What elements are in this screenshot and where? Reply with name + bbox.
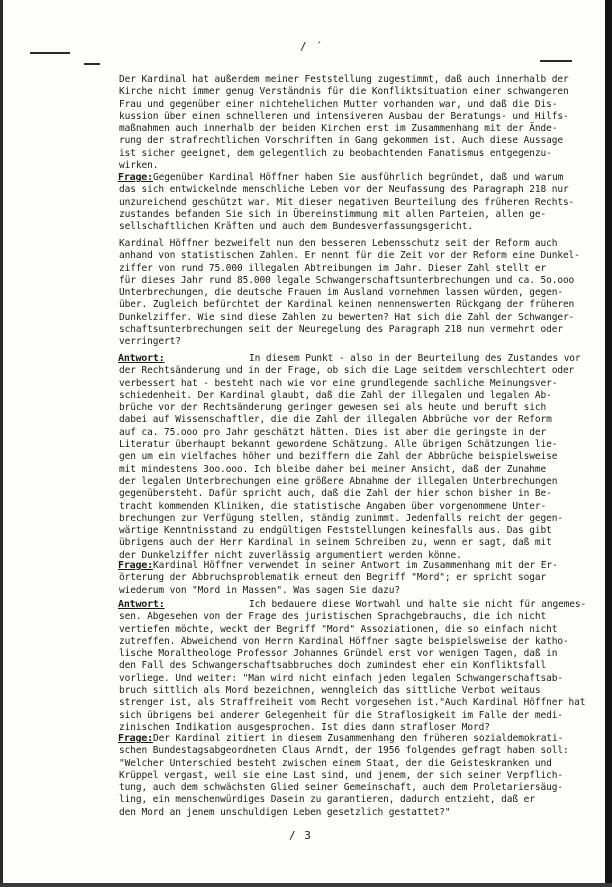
answer-label: Antwort:	[118, 599, 165, 610]
answer-text: Ich bedauere diese Wortwahl und halte sie nicht für angemes- sen. Abgesehen von der Frage des juristischen Sprachgebrauchs, die ich nicht vertiefen möchte, weckt der Begriff "Mord" Assoziationen, die so einfach nicht zutreffen. Abweichend von Herrn Kardinal Höffner sagte beispielsweise der katho- lische Moraltheologe Professor Johannes Gründel erst vor wenigen Tagen, daß in den Fall des Schwangerschaftsabbruches doch zumindest eher ein Konfliktsfall vorliege. Und weiter: "Man wird nicht einfach jeden legalen Schwangerschaftsab- bruch sittlich als Mord bezeichnen, wenngleich das sittliche Verbot weitaus strenger ist, als Straffreiheit vom Recht vorgesehen ist."Auch Kardinal Höffner hat sich übrigens bei anderer Gelegenheit für die Straflosigkeit im Falle der medi- zinischen Indikation ausgesprochen. Ist dies dann strafloser Mord?	[119, 599, 587, 733]
paragraph-intro: Der Kardinal hat außerdem meiner Feststellung zugestimmt, daß auch innerhalb der Kirche nicht immer genug Verständnis für die Konfliktsituation einer schwangeren Frau und gegenüber einer nichtehelichen Mutter vorhanden war, und daß die Dis- kussion über einen schnelleren und intensiveren Ausbau der Beratungs- und Hilfs- maßnahmen auch innerhalb der beiden Kirchen erst im Zusammenhang mit der Ände- rung der strafrechtlichen Vorschriften in Gang gekommen ist. Auch diese Aussage ist sicher geeignet, dem gelegentlich zu beobachtenden Fanatismus entgegenzu- wirken.	[119, 74, 569, 172]
question-text: Gegenüber Kardinal Höffner haben Sie ausführlich begründet, daß und warum das sich entwickelnde menschliche Leben vor der Neufassung des Paragraph 218 nur unzureichend geschützt war. Mit dieser negativen Beurteilung des früheren Rechts- zustandes befanden Sie sich in Übereinstimmung mit allen Parteien, allen ge- sellschaftlichen Kräften und auch dem Bundesverfassungsgericht.	[119, 172, 575, 233]
margin-mark	[540, 60, 572, 62]
question-label: Frage:	[118, 560, 153, 571]
question-text: Kardinal Höffner verwendet in seiner Antwort im Zusammenhang mit der Er- örterung der Abbruchsproblematik erneut den Begriff "Mord"; er spricht sogar wiederum von "Mord in Massen". Was sagen Sie dazu?	[119, 560, 558, 596]
margin-mark	[84, 63, 100, 65]
question-text-continued: Kardinal Höffner bezweifelt nun den besseren Lebensschutz seit der Reform auch anhand von statistischen Zahlen. Er nennt für die Zeit vor der Reform eine Dunkel- ziffer von rund 75.000 illegalen Abtreibungen im Jahr. Dieser Zahl stellt er für dieses Jahr rund 85.000 legale Schwangerschaftsunterbrechungen und ca. 5o.ooo Unterbrechungen, die deutsche Frauen im Ausland vornehmen lassen würden, gegen- über. Zugleich befürchtet der Kardinal keinen nennenswerten Rückgang der früheren Dunkelziffer. Wie sind diese Zahlen zu bewerten? Hat sich die Zahl der Schwanger- schaftsunterbrechungen seit der Neuregelung des Paragraph 218 nun vermehrt oder verringert?	[119, 238, 580, 348]
scan-edge-right	[605, 0, 612, 887]
scan-edge-left	[0, 0, 3, 887]
question-text: Der Kardinal zitiert in diesem Zusammenhang den früheren sozialdemokrati- schen Bundestagsabgeordneten Claus Arndt, der 1956 folgendes gefragt haben soll: "Welcher Unterschied besteht zwischen einem Staat, der die Geisteskranken und Krüppel vergast, weil sie eine Last sind, und jenem, der sich seiner Verpflich- tung, auch dem schwächsten Glied seiner Gemeinschaft, auch dem Proletariersäug- ling, ein menschenwürdiges Dasein zu garantieren, dadurch entzieht, daß er den Mord an jenem unschuldigen Leben gesetzlich gestattet?"	[119, 733, 569, 818]
top-page-mark: / ´	[300, 40, 323, 53]
answer-label: Antwort:	[118, 353, 165, 364]
margin-mark	[30, 52, 70, 54]
page-number: / 3	[289, 829, 312, 842]
question-label: Frage:	[118, 172, 153, 183]
scan-edge-bottom	[0, 883, 612, 887]
answer-text: In diesem Punkt - also in der Beurteilung des Zustandes vor der Rechtsänderung und in der Frage, ob sich die Lage seitdem verschlechtert oder verbessert hat - besteht nach wie vor eine grundlegende sachliche Meinungsver- schiedenheit. Der Kardinal glaubt, daß die Zahl der illegalen und legalen Ab- brüche vor der Rechtsänderung geringer gewesen sei als heute und beruft sich dabei auf Wissenschaftler, die die Zahl der illegalen Abbrüche vor der Reform auf ca. 75.ooo pro Jahr geschätzt hätten. Dies ist aber die geringste in der Literatur überhaupt bekannt gewordene Schätzung. Alle übrigen Schätzungen lie- gen um ein vielfaches höher und beziffern die Zahl der Abbrüche beispielsweise mit mindestens 3oo.ooo. Ich bleibe daher bei meiner Ansicht, daß der Zunahme der legalen Unterbrechungen eine größere Abnahme der illegalen Unterbrechungen gegenübersteht. Dafür spricht auch, daß die Zahl der hier schon bisher in Be- tracht kommenden Kliniken, die statistische Angaben über vorgenommene Unter- brechungen zur Verfügung stellen, ständig zunimmt. Jedenfalls reicht der gegen- wärtige Kenntnisstand zu endgültigen Feststellungen keinesfalls aus. Das gibt übrigens auch der Herr Kardinal in seinem Schreiben zu, wenn er sagt, daß mit der Dunkelziffer nicht zuverlässig argumentiert werden könne.	[119, 353, 581, 561]
question-label: Frage:	[118, 733, 153, 744]
